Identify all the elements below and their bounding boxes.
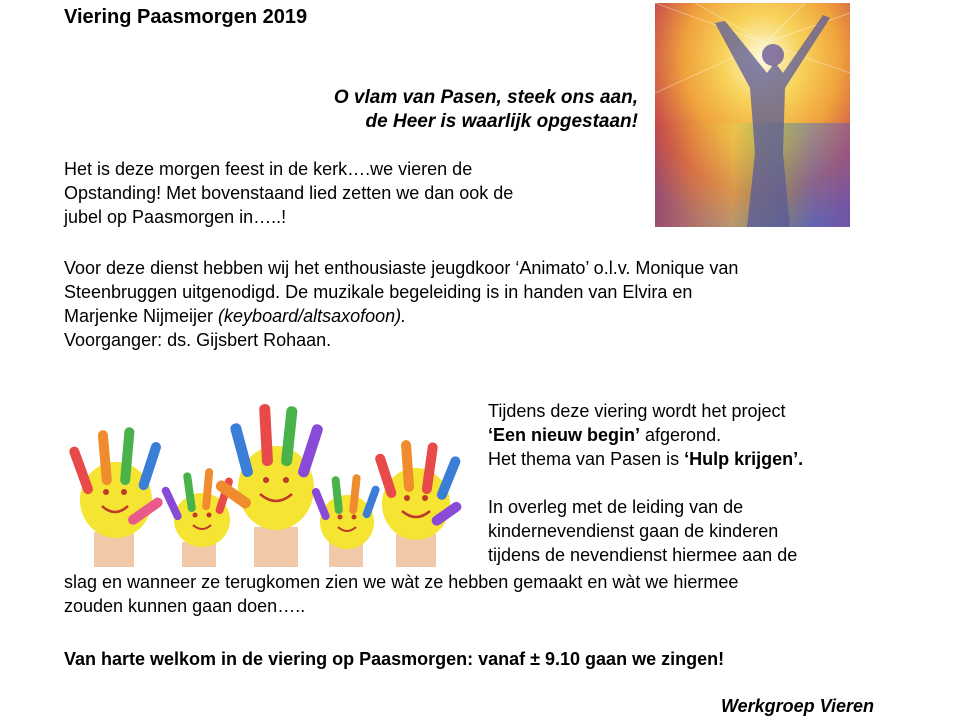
signature: Werkgroep Vieren	[720, 696, 874, 716]
painted-hands-image	[64, 392, 474, 567]
service-line-2: Steenbruggen uitgenodigd. De muzikale begeleiding is in handen van Elvira en	[64, 282, 693, 302]
welcome-message: Van harte welkom in de viering op Paasmorgen: vanaf ± 9.10 gaan we zingen!	[64, 649, 725, 669]
service-line-3	[64, 304, 894, 328]
intro-line-2: Opstanding! Met bovenstaand lied zetten we dan ook de	[64, 183, 514, 203]
instrument-note: (keyboard/altsaxofoon).	[218, 306, 407, 326]
quote-line-1: O vlam van Pasen, steek ons aan,	[333, 87, 638, 108]
service-line-1: Voor deze dienst hebben wij het enthousiaste jeugdkoor ‘Animato’ o.l.v. Monique van	[64, 258, 739, 278]
page-title: Viering Paasmorgen 2019	[64, 6, 308, 28]
paragraph-spacer	[488, 471, 928, 495]
project-paragraph	[488, 399, 928, 567]
project-line-2	[488, 423, 928, 447]
project-line-5: kindernevendienst gaan de kinderen	[488, 521, 779, 541]
service-line-4: Voorganger: ds. Gijsbert Rohaan.	[64, 330, 332, 350]
theme-name: ‘Hulp krijgen’.	[684, 449, 804, 469]
service-paragraph	[64, 256, 894, 352]
project-line-1: Tijdens deze viering wordt het project	[488, 401, 786, 421]
project-line-7: slag en wanneer ze terugkomen zien we wàt ze hebben gemaakt en wàt we hiermee	[64, 572, 739, 592]
project-line-8: zouden kunnen gaan doen…..	[64, 596, 306, 616]
project-name: ‘Een nieuw begin’	[488, 425, 641, 445]
easter-hymn-quote	[250, 86, 638, 134]
intro-line-1: Het is deze morgen feest in de kerk….we vieren de	[64, 159, 473, 179]
intro-line-3: jubel op Paasmorgen in…..!	[64, 207, 287, 227]
project-line-4: In overleg met de leiding van de	[488, 497, 744, 517]
theme-label: Het thema van Pasen is	[488, 449, 685, 469]
project-line-2-rest: afgerond.	[640, 425, 722, 445]
service-line-3-text: Marjenke Nijmeijer	[64, 306, 219, 326]
intro-paragraph	[64, 157, 624, 229]
risen-christ-image	[655, 3, 850, 227]
project-line-6: tijdens de nevendienst hiermee aan de	[488, 545, 798, 565]
project-line-3	[488, 447, 928, 471]
quote-line-2: de Heer is waarlijk opgestaan!	[365, 111, 638, 132]
